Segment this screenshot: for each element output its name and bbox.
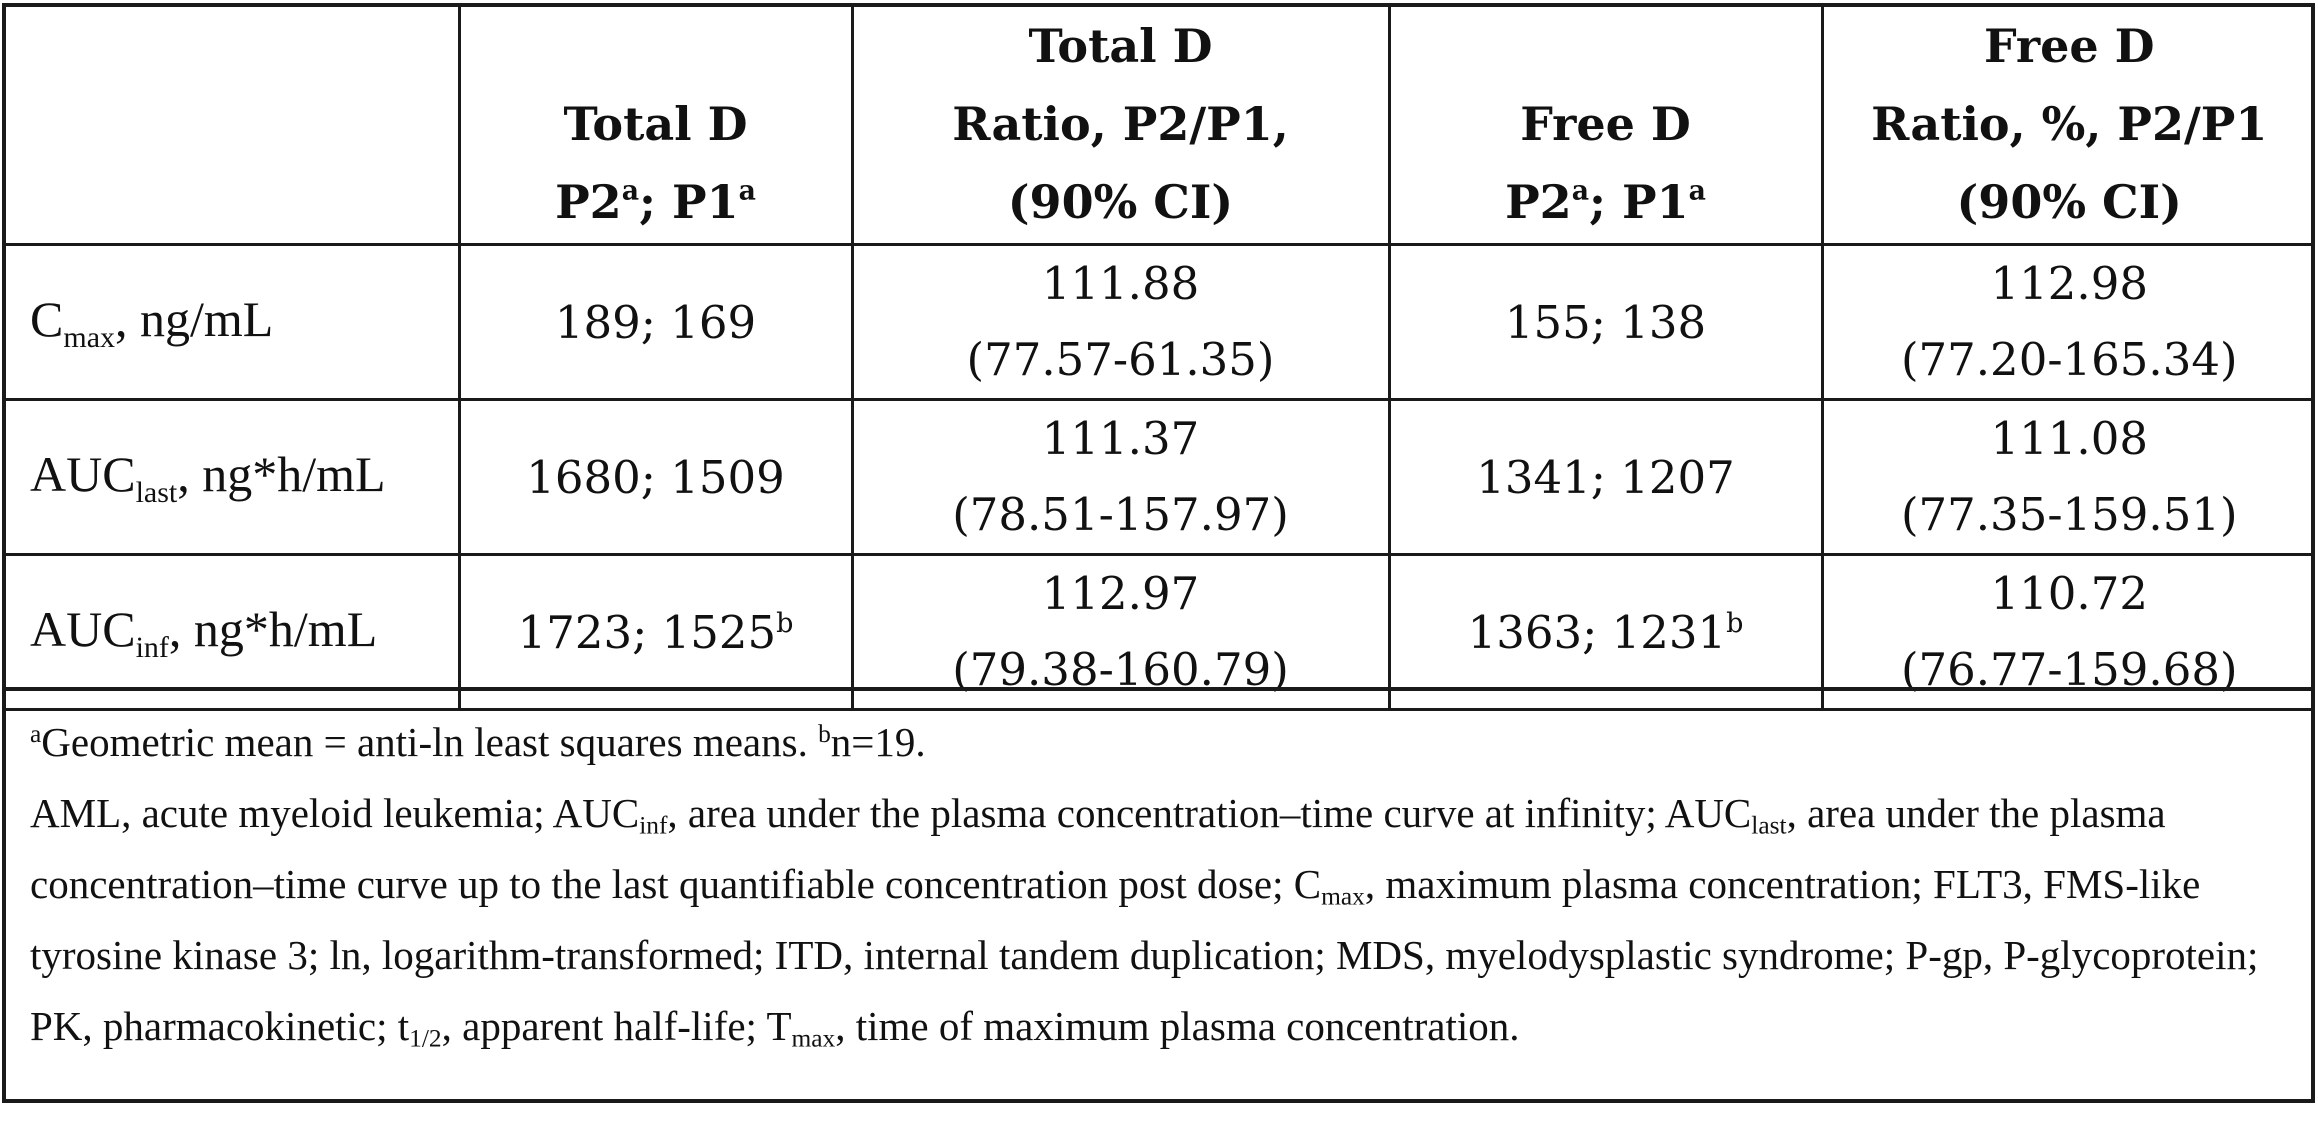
free-d-ratio-value: 112.98 (77.20-165.34): [1822, 245, 2315, 400]
free-d-ratio-value: 110.72 (76.77-159.68): [1822, 555, 2315, 710]
pk-table-container: [2, 3, 2315, 1103]
table-footnote: [6, 687, 2311, 1062]
header-free-d: Free D P2$^a$; P1$^a$: [1389, 7, 1822, 245]
free-d-ratio-value: 111.08 (77.35-159.51): [1822, 400, 2315, 555]
row-label: $AUC_{last}$, ng*h/mL: [6, 400, 459, 555]
free-d-value: 1341; 1207: [1389, 400, 1822, 555]
table-row-auclast: [6, 400, 2315, 555]
header-total-d: Total D P2$^a$; P1$^a$: [459, 7, 852, 245]
header-total-d-ratio: Total D Ratio, P2/P1, (90% CI): [852, 7, 1389, 245]
total-d-ratio-value: 111.88 (77.57-61.35): [852, 245, 1389, 400]
free-d-value: 1363; 1231$^b$: [1389, 555, 1822, 710]
header-free-d-ratio: Free D Ratio, %, P2/P1 (90% CI): [1822, 7, 2315, 245]
total-d-ratio-value: 111.37 (78.51-157.97): [852, 400, 1389, 555]
table-header-row: [6, 7, 2315, 245]
header-parameter: [6, 7, 459, 245]
free-d-value: 155; 138: [1389, 245, 1822, 400]
row-label: $AUC_{inf}$, ng*h/mL: [6, 555, 459, 710]
pk-parameters-table: [6, 7, 2315, 711]
total-d-value: 1723; 1525$^b$: [459, 555, 852, 710]
footnote-markers: $^a$Geometric mean = anti-ln least squares means. $^b$n=19.: [30, 719, 926, 765]
total-d-value: 1680; 1509: [459, 400, 852, 555]
total-d-value: 189; 169: [459, 245, 852, 400]
row-label: $C_{max}$, ng/mL: [6, 245, 459, 400]
table-row-cmax: [6, 245, 2315, 400]
total-d-ratio-value: 112.97 (79.38-160.79): [852, 555, 1389, 710]
footnote-abbreviations: AML, acute myeloid leukemia; AUCinf, area under the plasma concentration–time curve at infinity; AUClast, area under the plasma concentration–time curve up to the last quantifiable concentration post dose; Cmax, maximum plasma concentration; FLT3, FMS-like tyrosine kinase 3; ln, logarithm-transformed; ITD, internal tandem duplication; MDS, myelodysplastic syndrome; P-gp, P-glycoprotein; PK, pharmacokinetic; t1/2, apparent half-life; Tmax, time of maximum plasma concentration.: [30, 790, 2259, 1053]
